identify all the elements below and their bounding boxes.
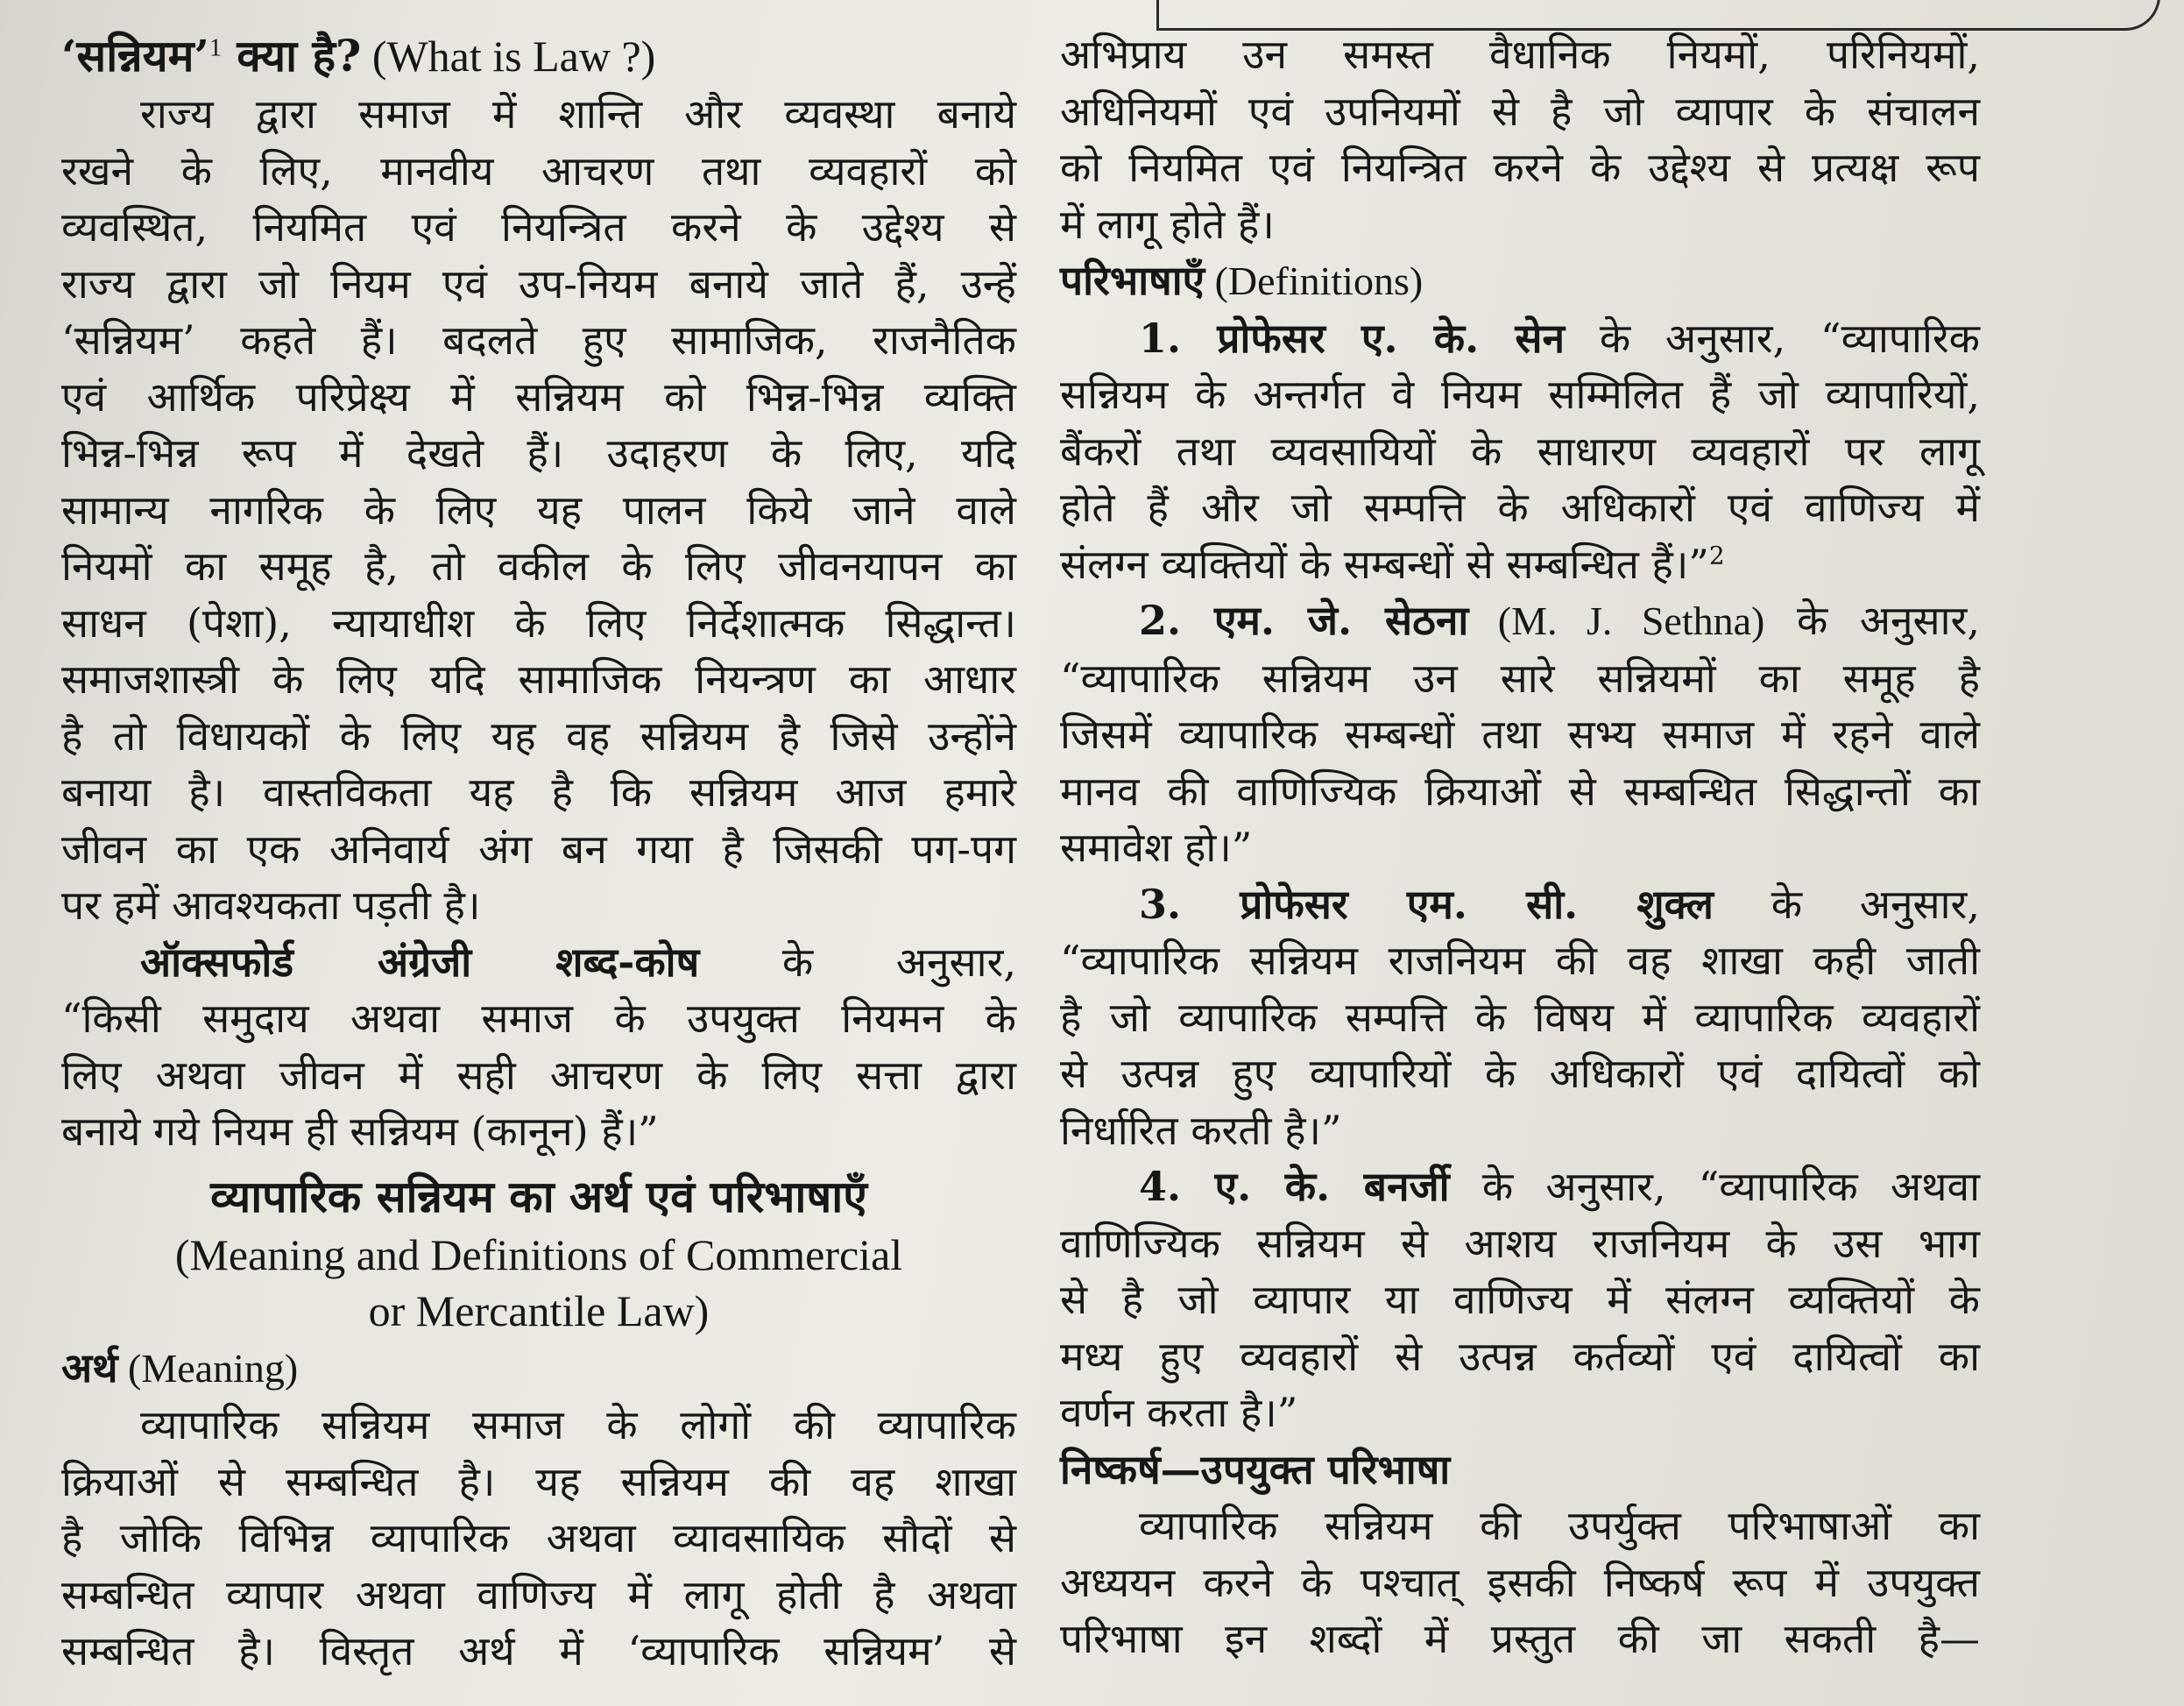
text-line: अधिनियमों एवं उपनियमों से है जो व्यापार के संचालन	[1060, 87, 1980, 135]
section-heading-english-1: (Meaning and Definitions of Commercial	[174, 1229, 903, 1279]
text-line: राज्य द्वारा समाज में शान्ति और व्यवस्था बनाये	[140, 90, 1016, 138]
text-line: व्यवस्थित, नियमित एवं नियन्त्रित करने के उद्देश्य से	[61, 203, 1016, 251]
paragraph-oxford-definition	[61, 934, 1016, 1160]
text-line: 2. एम. जे. सेठना (M. J. Sethna) के अनुसार,	[1139, 597, 1980, 644]
text-line: व्यापारिक सन्नियम की उपर्युक्त परिभाषाओं का	[1139, 1502, 1980, 1549]
text-line: पर हमें आवश्यकता पड़ती है।	[61, 881, 481, 929]
section-heading-hindi: व्यापारिक सन्नियम का अर्थ एवं परिभाषाएँ	[210, 1170, 867, 1222]
left-column	[61, 26, 1016, 1680]
meaning-subheading: अर्थ (Meaning)	[61, 1343, 299, 1391]
text-line: समावेश हो।”	[1060, 824, 1253, 871]
right-column	[1060, 26, 1980, 1667]
oxford-dictionary-term: ऑक्सफोर्ड अंग्रेजी शब्द-कोष	[140, 938, 700, 986]
text-line: निर्धारित करती है।”	[1060, 1106, 1342, 1154]
text-line: एवं आर्थिक परिप्रेक्ष्य में सन्नियम को भिन्न-भिन्न व्यक्ति	[61, 372, 1016, 421]
text-line: 4. ए. के. बनर्जी के अनुसार, “व्यापारिक अथवा	[1139, 1163, 1981, 1210]
text-line: वाणिज्यिक सन्नियम से आशय राजनियम के उस भाग	[1060, 1219, 1980, 1267]
text-line: मानव की वाणिज्यिक क्रियाओं से सम्बन्धित सिद्धान्तों का	[1060, 767, 1980, 815]
text-line: 3. प्रोफेसर एम. सी. शुक्ल के अनुसार,	[1139, 880, 1980, 928]
text-line: अभिप्राय उन समस्त वैधानिक नियमों, परिनियमों,	[1060, 31, 1980, 78]
text-line: होते हैं और जो सम्पत्ति के अधिकारों एवं वाणिज्य में	[1060, 484, 1980, 531]
text-line: सम्बन्धित व्यापार अथवा वाणिज्य में लागू होती है अथवा	[61, 1570, 1016, 1618]
definition-4	[1060, 1158, 1980, 1441]
conclusion-subheading: निष्कर्ष—उपयुक्त परिभाषा	[1060, 1445, 1451, 1493]
text-line: बनाया है। वास्तविकता यह है कि सन्नियम आज हमारे	[61, 768, 1016, 816]
text-line: “व्यापारिक सन्नियम राजनियम की वह शाखा कही जाती	[1060, 937, 1980, 984]
text-line: सामान्य नागरिक के लिए यह पालन किये जाने वाले	[61, 485, 1016, 534]
text-line: बैंकरों तथा व्यवसायियों के साधारण व्यवहारों पर लागू	[1060, 427, 1980, 475]
text-line: राज्य द्वारा जो नियम एवं उप-नियम बनाये जाते हैं, उन्हें	[61, 259, 1016, 308]
text-line: “किसी समुदाय अथवा समाज के उपयुक्त नियमन के	[61, 995, 1016, 1042]
text-line: समाजशास्त्री के लिए यदि सामाजिक नियन्त्रण का आधार	[61, 655, 1016, 703]
text-line: संलग्न व्यक्तियों के सम्बन्धों से सम्बन्धित हैं।”$^2$	[1060, 540, 1725, 588]
text-line: लिए अथवा जीवन में सही आचरण के लिए सत्ता द्वारा	[61, 1051, 1016, 1099]
text-line: से है जो व्यापार या वाणिज्य में संलग्न व्यक्तियों के	[1060, 1276, 1980, 1323]
text-line: सन्नियम के अन्तर्गत वे नियम सम्मिलित हैं जो व्यापारियों,	[1060, 371, 1980, 418]
what-is-law-heading: ‘सन्नियम’$^1$ क्या है? (What is Law ?)	[61, 30, 656, 81]
text-line: नियमों का समूह है, तो वकील के लिए जीवनयापन का	[61, 542, 1016, 590]
text-line: को नियमित एवं नियन्त्रित करने के उद्देश्य से प्रत्यक्ष रूप	[1060, 144, 1980, 191]
text-line: रखने के लिए, मानवीय आचरण तथा व्यवहारों को	[61, 146, 1016, 195]
text-line: है तो विधायकों के लिए यह वह सन्नियम है जिसे उन्होंने	[61, 711, 1016, 760]
text-line: बनाये गये नियम ही सन्नियम (कानून) हैं।”	[61, 1108, 659, 1155]
text-line: भिन्न-भिन्न रूप में देखते हैं। उदाहरण के लिए, यदि	[61, 429, 1016, 477]
definition-3	[1060, 876, 1980, 1159]
section-heading-english-2: or Mercantile Law)	[368, 1286, 710, 1335]
text-line: साधन (पेशा), न्यायाधीश के लिए निर्देशात्मक सिद्धान्त।	[61, 598, 1016, 647]
text-line: व्यापारिक सन्नियम समाज के लोगों की व्यापारिक	[140, 1401, 1016, 1448]
paragraph-meaning	[61, 1397, 1016, 1680]
text-line: अध्ययन करने के पश्चात् इसकी निष्कर्ष रूप में उपयुक्त	[1060, 1558, 1980, 1606]
text-line: में लागू होते हैं।	[1060, 200, 1275, 248]
text-line: जीवन का एक अनिवार्य अंग बन गया है जिसकी पग-पग	[61, 825, 1016, 873]
text-line: से उत्पन्न हुए व्यापारियों के अधिकारों एवं दायित्वों को	[1060, 1050, 1980, 1097]
text-line: मध्य हुए व्यवहारों से उत्पन्न कर्तव्यों एवं दायित्वों का	[1060, 1332, 1980, 1380]
text-line: परिभाषा इन शब्दों में प्रस्तुत की जा सकती है—	[1060, 1615, 1980, 1662]
text-line: है जो व्यापारिक सम्पत्ति के विषय में व्यापारिक व्यवहारों	[1060, 993, 1980, 1041]
paragraph-conclusion	[1060, 1497, 1980, 1667]
text-line: वर्णन करता है।”	[1060, 1389, 1298, 1436]
text-line: है जोकि विभिन्न व्यापारिक अथवा व्यावसायिक सौदों से	[61, 1514, 1016, 1561]
text-line: ऑक्सफोर्ड अंग्रेजी शब्द-कोष के अनुसार,	[140, 938, 1016, 986]
definitions-subheading: परिभाषाएँ (Definitions)	[1060, 257, 1424, 304]
text-line: “व्यापारिक सन्नियम उन सारे सन्नियमों का समूह है	[1060, 654, 1980, 702]
text-line: क्रियाओं से सम्बन्धित है। यह सन्नियम की वह शाखा	[61, 1457, 1016, 1505]
text-line: ‘सन्नियम’ कहते हैं। बदलते हुए सामाजिक, राजनैतिक	[61, 316, 1016, 364]
text-line: 1. प्रोफेसर ए. के. सेन के अनुसार, “व्यापारिक	[1139, 314, 1980, 362]
definition-2	[1060, 592, 1980, 876]
text-line: सम्बन्धित है। विस्तृत अर्थ में ‘व्यापारिक सन्नियम’ से	[61, 1627, 1016, 1674]
paragraph-law-meaning	[61, 86, 1016, 934]
definition-1	[1060, 310, 1980, 593]
text-line: जिसमें व्यापारिक सम्बन्धों तथा सभ्य समाज में रहने वाले	[1060, 711, 1980, 758]
footnote-marker: 2	[1708, 541, 1725, 570]
paragraph-intro-continued	[1060, 26, 1980, 252]
